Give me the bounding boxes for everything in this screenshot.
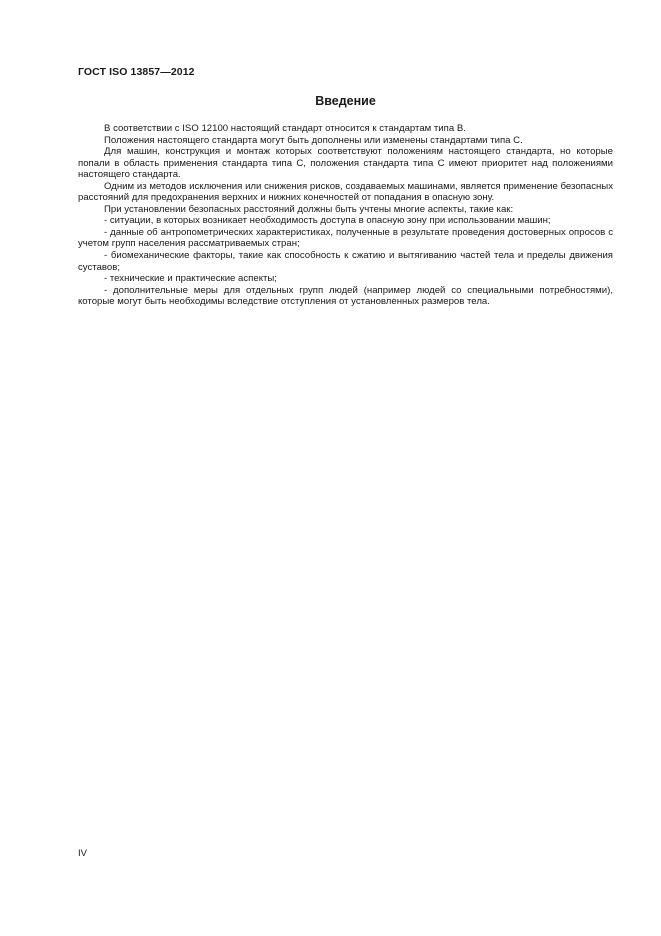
- document-header: ГОСТ ISO 13857—2012: [78, 66, 195, 78]
- list-item: - дополнительные меры для отдельных групп людей (например людей со специальными потребностями), которые могут быть необходимы вследствие отступления от установленных размеров тела.: [78, 284, 613, 308]
- paragraph: Для машин, конструкция и монтаж которых соответствуют положениям настоящего стандарта, но которые попали в область применения стандарта типа С, положения стандарта типа С имеют приоритет над положениями настоящего стандарта.: [78, 146, 613, 181]
- list-item: - биомеханические факторы, такие как способность к сжатию и вытягиванию частей тела и пределы движения суставов;: [78, 250, 613, 273]
- list-item: - технические и практические аспекты;: [104, 273, 277, 285]
- paragraph: В соответствии с ISO 12100 настоящий стандарт относится к стандартам типа В.: [104, 123, 466, 134]
- document-body: [78, 123, 613, 308]
- page-number: IV: [78, 848, 87, 859]
- list-item: - данные об антропометрических характеристиках, полученные в результате проведения достоверных опросов с учетом групп населения рассматриваемых стран;: [78, 226, 613, 250]
- paragraph: При установлении безопасных расстояний должны быть учтены многие аспекты, такие как:: [104, 203, 514, 215]
- section-title: Введение: [315, 94, 376, 108]
- list-item: - ситуации, в которых возникает необходимость доступа в опасную зону при использовании машин;: [104, 215, 551, 227]
- paragraph: Положения настоящего стандарта могут быть дополнены или изменены стандартами типа С.: [104, 134, 523, 146]
- paragraph: Одним из методов исключения или снижения рисков, создаваемых машинами, является применение безопасных расстояний для предохранения верхних и нижних конечностей от попадания в опасную зону.: [78, 180, 613, 204]
